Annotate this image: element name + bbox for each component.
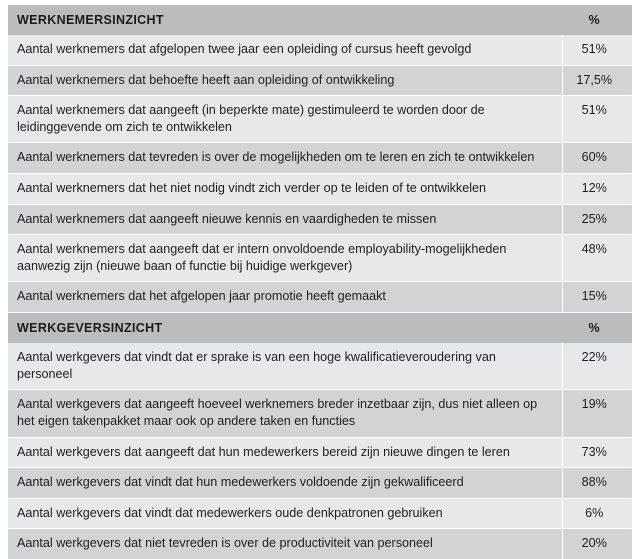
section-header-row — [8, 313, 632, 344]
row-label: Aantal werknemers dat afgelopen twee jaar een opleiding of cursus heeft gevolgd — [8, 35, 562, 65]
row-label: Aantal werkgevers dat niet tevreden is over de productiviteit van personeel — [8, 529, 562, 559]
table-row — [8, 35, 632, 65]
table-row — [8, 96, 632, 143]
row-percent-value: 73% — [562, 437, 632, 468]
table-row — [8, 468, 632, 499]
table-row — [8, 498, 632, 529]
section-title: WERKNEMERSINZICHT — [8, 5, 562, 35]
row-label: Aantal werkgevers dat vindt dat er sprake is van een hoge kwalificatieveroudering van personeel — [8, 343, 562, 390]
row-percent-value: 20% — [562, 529, 632, 559]
row-label: Aantal werknemers dat behoefte heeft aan opleiding of ontwikkeling — [8, 65, 562, 96]
section-percent-header: % — [562, 5, 632, 35]
row-percent-value: 12% — [562, 174, 632, 205]
row-percent-value: 6% — [562, 498, 632, 529]
row-label: Aantal werknemers dat het niet nodig vindt zich verder op te leiden of te ontwikkelen — [8, 174, 562, 205]
row-label: Aantal werkgevers dat aangeeft hoeveel werknemers breder inzetbaar zijn, dus niet alleen op het eigen takenpakket maar ook op andere taken en functies — [8, 390, 562, 437]
insight-table — [8, 5, 632, 559]
row-percent-value: 88% — [562, 468, 632, 499]
table-row — [8, 174, 632, 205]
row-percent-value: 15% — [562, 282, 632, 313]
row-label: Aantal werknemers dat het afgelopen jaar promotie heeft gemaakt — [8, 282, 562, 313]
insight-table-container — [8, 5, 632, 559]
row-label: Aantal werkgevers dat aangeeft dat hun medewerkers bereid zijn nieuwe dingen te leren — [8, 437, 562, 468]
row-label: Aantal werkgevers dat vindt dat medewerkers oude denkpatronen gebruiken — [8, 498, 562, 529]
row-percent-value: 51% — [562, 96, 632, 143]
table-row — [8, 529, 632, 559]
row-label: Aantal werknemers dat aangeeft (in beperkte mate) gestimuleerd te worden door de leidinggevende om zich te ontwikkelen — [8, 96, 562, 143]
row-percent-value: 22% — [562, 343, 632, 390]
table-body — [8, 5, 632, 559]
row-label: Aantal werknemers dat aangeeft dat er intern onvoldoende employability-mogelijkheden aanwezig zijn (nieuwe baan of functie bij huidige werkgever) — [8, 235, 562, 282]
table-row — [8, 437, 632, 468]
table-row — [8, 204, 632, 235]
table-row — [8, 65, 632, 96]
table-row — [8, 390, 632, 437]
section-percent-header: % — [562, 313, 632, 344]
row-percent-value: 25% — [562, 204, 632, 235]
row-percent-value: 51% — [562, 35, 632, 65]
section-title: WERKGEVERSINZICHT — [8, 313, 562, 344]
row-percent-value: 48% — [562, 235, 632, 282]
row-percent-value: 60% — [562, 143, 632, 174]
row-label: Aantal werkgevers dat vindt dat hun medewerkers voldoende zijn gekwalificeerd — [8, 468, 562, 499]
row-percent-value: 19% — [562, 390, 632, 437]
row-percent-value: 17,5% — [562, 65, 632, 96]
table-row — [8, 282, 632, 313]
table-row — [8, 143, 632, 174]
row-label: Aantal werknemers dat tevreden is over de mogelijkheden om te leren en zich te ontwikkelen — [8, 143, 562, 174]
table-row — [8, 235, 632, 282]
section-header-row — [8, 5, 632, 35]
table-row — [8, 343, 632, 390]
row-label: Aantal werknemers dat aangeeft nieuwe kennis en vaardigheden te missen — [8, 204, 562, 235]
